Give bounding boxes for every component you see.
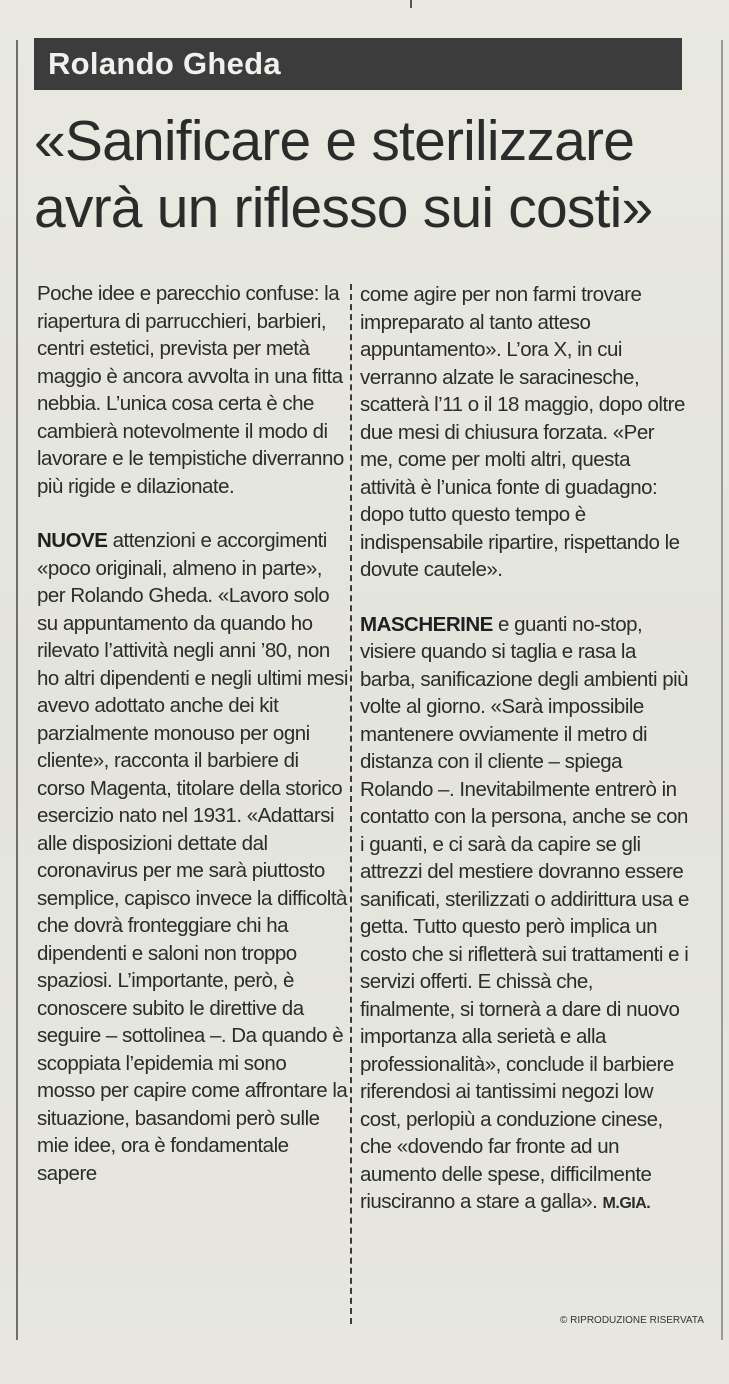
copyright-notice: © RIPRODUZIONE RISERVATA (560, 1315, 704, 1326)
author-name-bar (34, 38, 682, 90)
col2-lead-word: MASCHERINE (360, 612, 493, 636)
article-column-2 (360, 281, 690, 1218)
col1-paragraph-2-text: attenzioni e accorgimenti «poco originali, almeno in parte», per Rolando Gheda. «Lavoro solo su appuntamento da quando ho rilevato l’attività negli anni ’80, non ho altri dipendenti e negli ultimi mesi avevo adottato anche dei kit parzialmente monouso per ogni cliente», racconta il barbiere di corso Magenta, titolare della storico esercizio nato nel 1931. «Adattarsi alle disposizioni dettate dal coronavirus per me sarà piuttosto semplice, capisco invece la difficoltà che dovrà fronteggiare chi ha dipendenti e saloni non troppo spaziosi. L’importante, però, è conoscere subito le direttive da seguire – sottolinea –. Da quando è scoppiata l’epidemia mi sono mosso per capire come affrontare la situazione, basandomi però sulle mie idee, ora è fondamentale sapere (37, 529, 348, 1185)
page-tick-mark (410, 0, 412, 8)
col1-lead-word: NUOVE (37, 529, 108, 552)
author-signature: M.GIA. (602, 1195, 651, 1212)
author-name: Rolando Gheda (48, 46, 281, 81)
article-column-1 (37, 280, 349, 1187)
col2-paragraph-2 (360, 611, 690, 1218)
col1-paragraph-1: Poche idee e parecchio confuse: la riapertura di parrucchieri, barbieri, centri estetici, prevista per metà maggio è ancora avvolta in una fitta nebbia. L’unica cosa certa è che cambierà notevolmente il modo di lavorare e le tempistiche diverranno più rigide e dilazionate. (37, 282, 344, 498)
col1-paragraph-2 (37, 527, 349, 1187)
headline-line-2: avrà un riflesso sui costi» (34, 176, 653, 240)
col2-paragraph-2-text: e guanti no-stop, visiere quando si taglia e rasa la barba, sanificazione degli ambienti più volte al giorno. «Sarà impossibile mantenere ovviamente il metro di distanza con il cliente – spiega Rolando –. Inevitabilmente entrerò in contatto con la persona, anche se con i guanti, e ci sarà da capire se gli attrezzi del mestiere dovranno essere sanificati, sterilizzati o addirittura usa e getta. Tutto questo però implica un costo che si rifletterà sui trattamenti e i servizi offerti. E chissà che, finalmente, si tornerà a dare di nuovo importanza alla serietà e alla professionalità», conclude il barbiere riferendosi ai tantissimi negozi low cost, perlopiù a conduzione cinese, che «dovendo far fronte ad un aumento delle spese, difficilmente riusciranno a stare a galla». (360, 612, 689, 1213)
headline (34, 108, 714, 242)
headline-line-1: «Sanificare e sterilizzare (34, 109, 635, 173)
right-border-rule (721, 40, 723, 1340)
column-divider (350, 284, 352, 1324)
col2-paragraph-1: come agire per non farmi trovare impreparato al tanto atteso appuntamento». L’ora X, in cui verranno alzate le saracinesche, scatterà l’11 o il 18 maggio, dopo oltre due mesi di chiusura forzata. «Per me, come per molti altri, questa attività è l’unica fonte di guadagno: dopo tutto questo tempo è indispensabile ripartire, rispettando le dovute cautele». (360, 283, 685, 581)
left-border-rule (16, 40, 18, 1340)
